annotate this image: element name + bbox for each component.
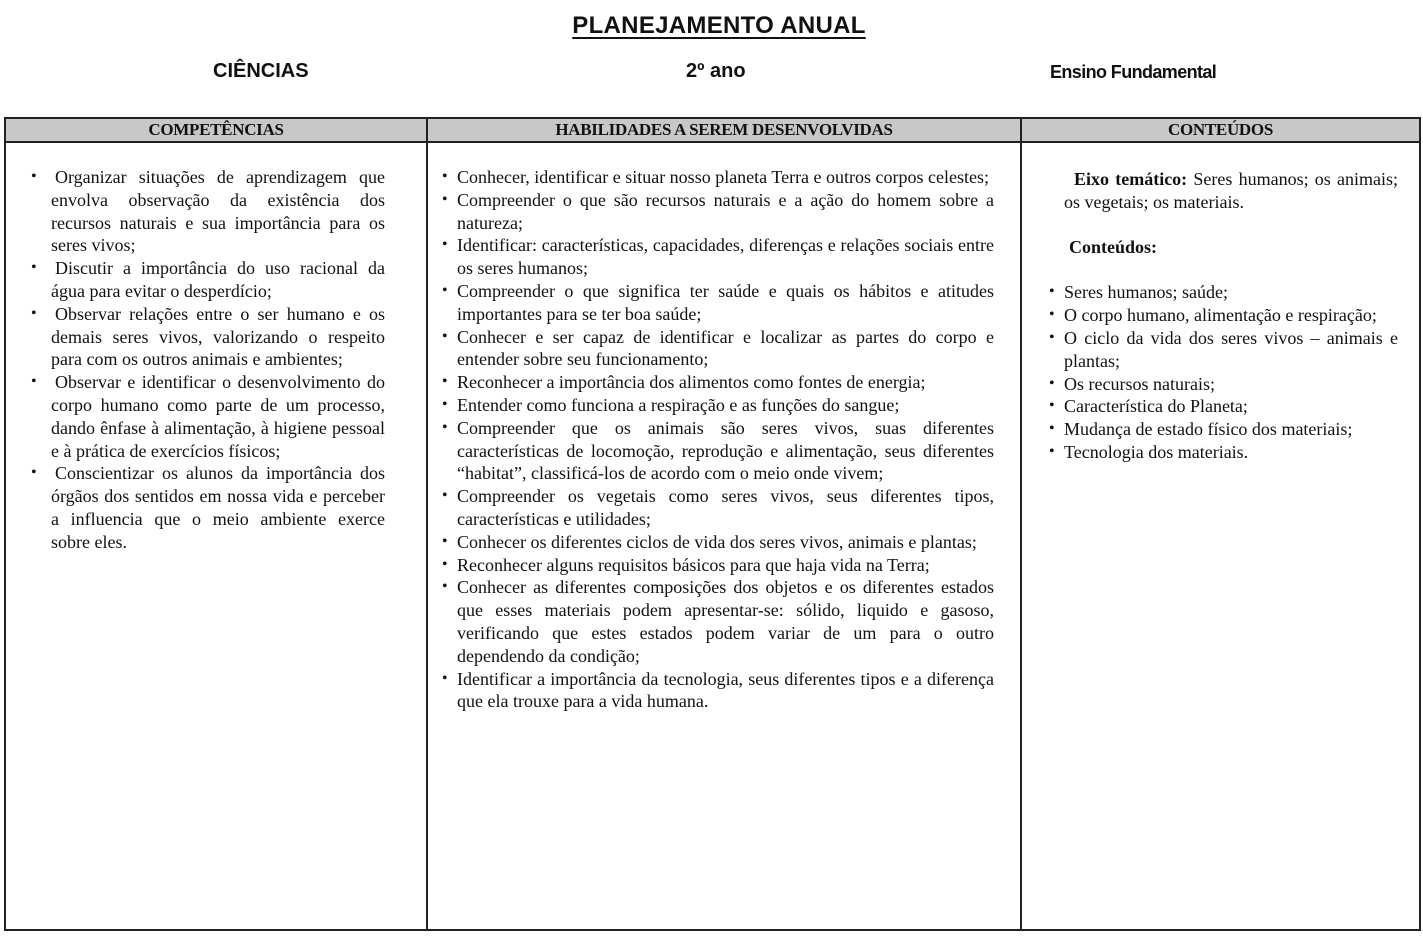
list-item: • Compreender os vegetais como seres vivos, seus diferentes tipos, características e utilidades; xyxy=(457,485,994,531)
list-item: • Reconhecer a importância dos alimentos como fontes de energia; xyxy=(457,371,994,394)
competencias-list xyxy=(51,166,385,554)
list-item: • Conhecer as diferentes composições dos objetos e os diferentes estados que esses materiais podem apresentar-se: sólido, liquido e gasoso, verificando que estes estados podem variar de um para o outro dependendo da condição; xyxy=(457,576,994,667)
list-item: • Conscientizar os alunos da importância dos órgãos dos sentidos em nossa vida e perceber a influencia que o meio ambiente exerce sobre eles. xyxy=(51,462,385,553)
list-item: • Organizar situações de aprendizagem que envolva observação da existência dos recursos naturais e sua importância para os seres vivos; xyxy=(51,166,385,257)
level-label: Ensino Fundamental xyxy=(1050,62,1217,82)
thematic-axis xyxy=(1064,168,1398,214)
planning-table xyxy=(4,117,1421,931)
list-item: • Conhecer e ser capaz de identificar e localizar as partes do corpo e entender sobre seu funcionamento; xyxy=(457,326,994,372)
column-header-habilidades: HABILIDADES A SEREM DESENVOLVIDAS xyxy=(428,119,1020,143)
list-item: • Seres humanos; saúde; xyxy=(1064,281,1398,304)
list-item: • O corpo humano, alimentação e respiração; xyxy=(1064,304,1398,327)
list-item: • Compreender o que significa ter saúde e quais os hábitos e atitudes importantes para se ter boa saúde; xyxy=(457,280,994,326)
thematic-axis-label: Eixo temático: xyxy=(1074,169,1188,189)
list-item: • Entender como funciona a respiração e as funções do sangue; xyxy=(457,394,994,417)
list-item: • Observar e identificar o desenvolvimento do corpo humano como parte de um processo, dando ênfase à alimentação, à higiene pessoal e à prática de exercícios físicos; xyxy=(51,371,385,462)
list-item: • Identificar a importância da tecnologia, seus diferentes tipos e a diferença que ela trouxe para a vida humana. xyxy=(457,668,994,714)
subject-label: CIÊNCIAS xyxy=(213,60,309,82)
list-item: • Característica do Planeta; xyxy=(1064,395,1398,418)
thematic-axis-text: Seres humanos; os animais; os vegetais; os materiais. xyxy=(1064,169,1399,212)
conteudos-subheading: Conteúdos: xyxy=(1069,236,1158,257)
column-habilidades xyxy=(428,119,1022,929)
list-item: • Reconhecer alguns requisitos básicos para que haja vida na Terra; xyxy=(457,554,994,577)
list-item: • Observar relações entre o ser humano e os demais seres vivos, valorizando o respeito para com os outros animais e ambientes; xyxy=(51,303,385,371)
list-item: • Discutir a importância do uso racional da água para evitar o desperdício; xyxy=(51,257,385,303)
list-item: • Compreender o que são recursos naturais e a ação do homem sobre a natureza; xyxy=(457,189,994,235)
habilidades-list xyxy=(457,166,994,713)
list-item: • Identificar: características, capacidades, diferenças e relações sociais entre os seres humanos; xyxy=(457,234,994,280)
list-item: • Mudança de estado físico dos materiais; xyxy=(1064,418,1398,441)
list-item: • Tecnologia dos materiais. xyxy=(1064,441,1398,464)
page-title: PLANEJAMENTO ANUAL xyxy=(572,12,866,39)
list-item: • Conhecer, identificar e situar nosso planeta Terra e outros corpos celestes; xyxy=(457,166,994,189)
column-header-competencias: COMPETÊNCIAS xyxy=(6,119,426,143)
conteudos-list xyxy=(1064,281,1398,463)
column-header-conteudos: CONTEÚDOS xyxy=(1022,119,1419,143)
column-competencias xyxy=(6,119,428,929)
list-item: • Conhecer os diferentes ciclos de vida dos seres vivos, animais e plantas; xyxy=(457,531,994,554)
column-conteudos xyxy=(1022,119,1419,929)
list-item: • O ciclo da vida dos seres vivos – animais e plantas; xyxy=(1064,327,1398,373)
list-item: • Os recursos naturais; xyxy=(1064,373,1398,396)
list-item: • Compreender que os animais são seres vivos, suas diferentes características de locomoção, reprodução e alimentação, seus diferentes “habitat”, classificá-los de acordo com o meio onde vivem; xyxy=(457,417,994,485)
grade-label: 2º ano xyxy=(686,60,746,82)
